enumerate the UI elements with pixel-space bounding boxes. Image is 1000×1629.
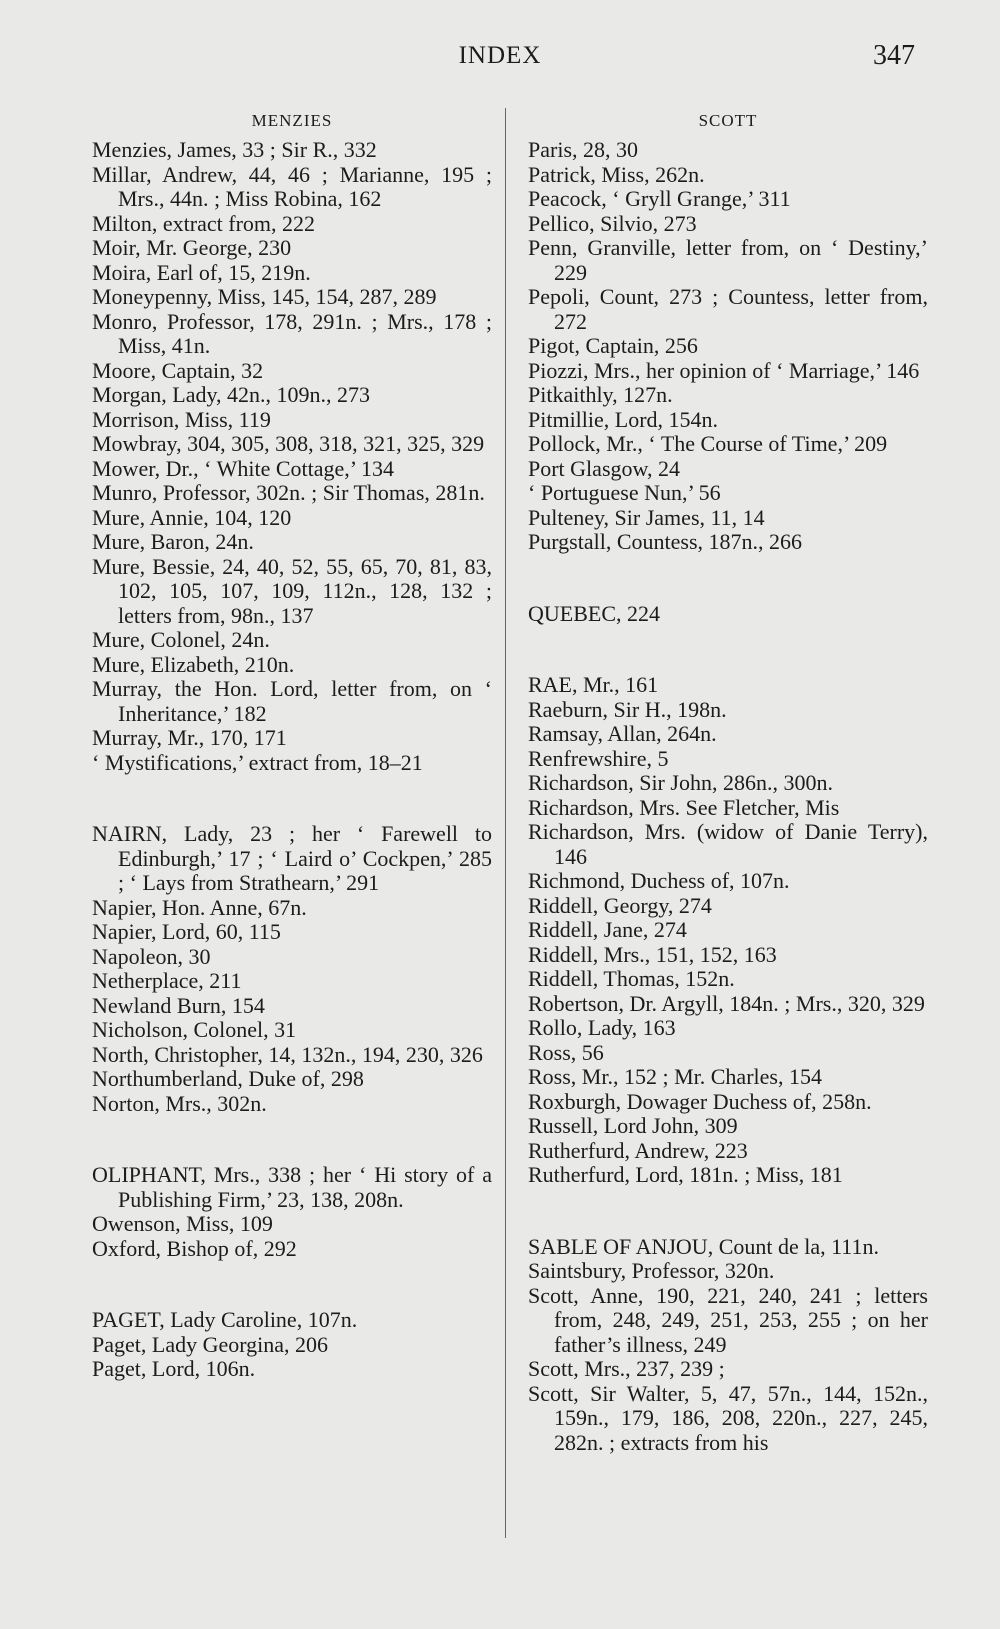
index-entry: Mowbray, 304, 305, 308, 318, 321, 325, 329: [92, 431, 485, 456]
index-entry: SABLE OF ANJOU, Count de la, 111n.: [528, 1233, 879, 1259]
letter-section-gap: [92, 1116, 492, 1163]
index-entry: Rutherfurd, Lord, 181n. ; Miss, 181: [528, 1162, 843, 1187]
index-entry: Pitkaithly, 127n.: [528, 382, 673, 407]
index-entry: Milton, extract from, 222: [92, 210, 316, 236]
index-entry: Scott, Sir Walter, 5, 47, 57n., 144, 152n., 159n., 179, 186, 208, 220n., 227, 245, 282n. ; extracts from his: [528, 1380, 928, 1455]
index-entry: Millar, Andrew, 44, 46 ; Marianne, 195 ; Mrs., 44n. ; Miss Robina, 162: [92, 161, 492, 211]
index-entry: Pigot, Captain, 256: [528, 333, 698, 358]
letter-section: [528, 138, 928, 555]
index-entry: QUEBEC, 224: [528, 600, 660, 626]
index-entry: Netherplace, 211: [92, 968, 242, 993]
letter-section-gap: [528, 1188, 928, 1235]
index-entry: Port Glasgow, 24: [528, 455, 680, 481]
index-entry: Pepoli, Count, 273 ; Countess, letter from, 272: [528, 284, 928, 334]
index-entry: PAGET, Lady Caroline, 107n.: [92, 1307, 358, 1332]
index-entry: RAE, Mr., 161: [528, 672, 659, 697]
index-entry: Napier, Hon. Anne, 67n.: [92, 894, 307, 920]
index-entry: Paris, 28, 30: [528, 137, 638, 162]
index-entry: Russell, Lord John, 309: [528, 1113, 738, 1138]
index-entry: Newland Burn, 154: [92, 992, 265, 1018]
index-entry: Paget, Lord, 106n.: [92, 1356, 256, 1381]
letter-section-gap: [92, 775, 492, 822]
page-number: 347: [873, 40, 915, 71]
index-entry: Mure, Bessie, 24, 40, 52, 55, 65, 70, 81, 83, 102, 105, 107, 109, 112n., 128, 132 ; letters from, 98n., 137: [92, 553, 492, 628]
index-entry: North, Christopher, 14, 132n., 194, 230, 326: [92, 1041, 483, 1067]
index-entry: Richardson, Sir John, 286n., 300n.: [528, 770, 833, 795]
index-entry: Moir, Mr. George, 230: [92, 235, 292, 260]
index-entry: Mower, Dr., ‘ White Cottage,’ 134: [92, 455, 394, 481]
index-entry: Riddell, Mrs., 151, 152, 163: [528, 941, 777, 967]
left-entry-groups: [92, 138, 492, 1382]
letter-section-gap: [528, 626, 928, 673]
index-entry: ‘ Portuguese Nun,’ 56: [528, 480, 721, 505]
index-entry: Piozzi, Mrs., her opinion of ‘ Marriage,’ 146: [528, 357, 920, 383]
index-entry: Northumberland, Duke of, 298: [92, 1066, 364, 1091]
index-entry: Ramsay, Allan, 264n.: [528, 721, 717, 746]
index-entry: ‘ Mystifications,’ extract from, 18–21: [92, 749, 423, 775]
index-entry: Monro, Professor, 178, 291n. ; Mrs., 178 ; Miss, 41n.: [92, 308, 492, 358]
index-entry: Moore, Captain, 32: [92, 357, 264, 383]
index-entry: Saintsbury, Professor, 320n.: [528, 1258, 775, 1283]
index-entry: Morgan, Lady, 42n., 109n., 273: [92, 382, 371, 407]
index-entry: Riddell, Georgy, 274: [528, 892, 712, 918]
index-entry: Pellico, Silvio, 273: [528, 210, 697, 236]
column-divider: [505, 108, 506, 1538]
index-entry: Morrison, Miss, 119: [92, 406, 271, 432]
index-entry: Oxford, Bishop of, 292: [92, 1235, 297, 1261]
index-entry: Richmond, Duchess of, 107n.: [528, 868, 790, 893]
running-head: INDEX: [458, 42, 542, 69]
letter-section: [92, 1163, 492, 1261]
letter-section: [528, 602, 928, 627]
index-entry: Rollo, Lady, 163: [528, 1015, 676, 1040]
index-entry: Renfrewshire, 5: [528, 745, 669, 771]
right-column-heading: SCOTT: [698, 111, 758, 130]
left-column: [92, 110, 492, 1382]
letter-section: [528, 1235, 928, 1456]
index-entry: Ross, 56: [528, 1039, 604, 1065]
index-entry: OLIPHANT, Mrs., 338 ; her ‘ Hi story of a Publishing Firm,’ 23, 138, 208n.: [92, 1162, 492, 1212]
index-entry: Scott, Mrs., 237, 239 ;: [528, 1356, 725, 1381]
index-entry: Napoleon, 30: [92, 943, 211, 969]
index-entry: Penn, Granville, letter from, on ‘ Destiny,’ 229: [528, 235, 928, 285]
letter-section-gap: [528, 555, 928, 602]
index-entry: Raeburn, Sir H., 198n.: [528, 696, 727, 722]
index-entry: Roxburgh, Dowager Duchess of, 258n.: [528, 1088, 872, 1114]
index-entry: Pitmillie, Lord, 154n.: [528, 406, 719, 432]
index-entry: Scott, Anne, 190, 221, 240, 241 ; letters from, 248, 249, 251, 253, 255 ; on her father’s illness, 249: [528, 1282, 928, 1357]
index-entry: Peacock, ‘ Gryll Grange,’ 311: [528, 186, 791, 211]
index-entry: Patrick, Miss, 262n.: [528, 161, 705, 187]
letter-section: [92, 822, 492, 1116]
index-entry: Nicholson, Colonel, 31: [92, 1017, 297, 1042]
index-entry: Richardson, Mrs. (widow of Danie Terry), 146: [528, 819, 928, 869]
index-entry: Mure, Colonel, 24n.: [92, 627, 270, 652]
index-entry: Murray, the Hon. Lord, letter from, on ‘ Inheritance,’ 182: [92, 676, 492, 726]
index-entry: Paget, Lady Georgina, 206: [92, 1331, 329, 1357]
index-entry: NAIRN, Lady, 23 ; her ‘ Farewell to Edinburgh,’ 17 ; ‘ Laird o’ Cockpen,’ 285 ; ‘ Lays from Strathearn,’ 291: [92, 821, 492, 895]
index-entry: Munro, Professor, 302n. ; Sir Thomas, 281n.: [92, 480, 485, 505]
index-entry: Riddell, Thomas, 152n.: [528, 966, 735, 991]
index-entry: Owenson, Miss, 109: [92, 1211, 273, 1236]
letter-section: [92, 138, 492, 775]
index-entry: Richardson, Mrs. See Fletcher, Mis: [528, 794, 840, 820]
index-entry: Norton, Mrs., 302n.: [92, 1090, 267, 1116]
right-column: [528, 110, 928, 1455]
index-entry: Purgstall, Countess, 187n., 266: [528, 529, 803, 554]
index-entry: Moneypenny, Miss, 145, 154, 287, 289: [92, 284, 437, 309]
index-entry: Pollock, Mr., ‘ The Course of Time,’ 209: [528, 431, 888, 456]
index-entry: Rutherfurd, Andrew, 223: [528, 1137, 748, 1163]
index-entry: Robertson, Dr. Argyll, 184n. ; Mrs., 320, 329: [528, 990, 925, 1016]
left-column-heading: MENZIES: [251, 111, 333, 130]
index-entry: Pulteney, Sir James, 11, 14: [528, 504, 765, 530]
letter-section: [528, 673, 928, 1188]
index-entry: Menzies, James, 33 ; Sir R., 332: [92, 137, 377, 162]
index-entry: Murray, Mr., 170, 171: [92, 725, 287, 750]
index-entry: Riddell, Jane, 274: [528, 917, 687, 942]
index-entry: Ross, Mr., 152 ; Mr. Charles, 154: [528, 1064, 822, 1089]
index-entry: Mure, Annie, 104, 120: [92, 504, 292, 530]
index-entry: Napier, Lord, 60, 115: [92, 919, 281, 944]
letter-section-gap: [92, 1261, 492, 1308]
index-entry: Mure, Baron, 24n.: [92, 529, 254, 554]
letter-section: [92, 1308, 492, 1382]
index-entry: Mure, Elizabeth, 210n.: [92, 651, 295, 677]
right-entry-groups: [528, 138, 928, 1455]
index-entry: Moira, Earl of, 15, 219n.: [92, 259, 311, 285]
